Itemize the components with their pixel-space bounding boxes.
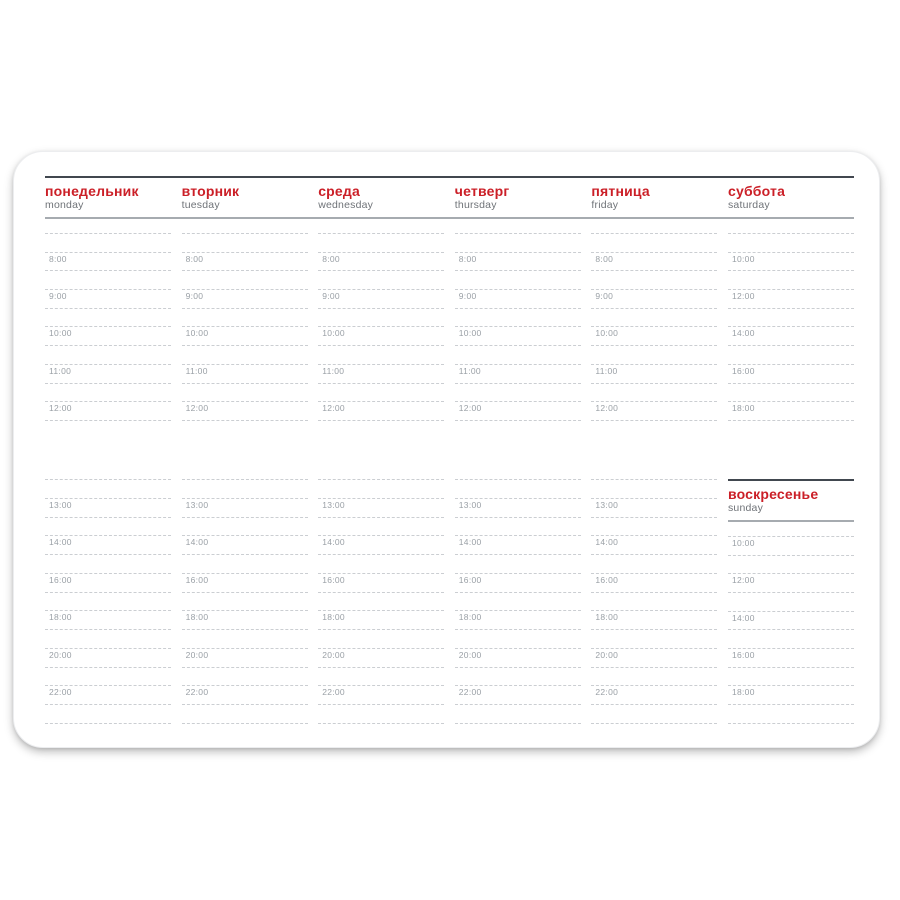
morning-column-thursday bbox=[455, 233, 581, 421]
time-label: 13:00 bbox=[458, 499, 482, 510]
time-slot-monday bbox=[45, 517, 171, 536]
time-slot-monday bbox=[45, 252, 171, 271]
time-slot-thursday bbox=[455, 648, 581, 667]
time-slot-wednesday bbox=[318, 345, 444, 364]
time-slot-friday bbox=[591, 498, 717, 517]
time-label: 16:00 bbox=[322, 574, 345, 585]
time-label: 8:00 bbox=[322, 253, 340, 264]
time-slot-tuesday bbox=[182, 289, 308, 308]
time-label: 11:00 bbox=[49, 365, 72, 376]
grid-line bbox=[455, 723, 581, 724]
time-slot-sunday bbox=[728, 592, 854, 611]
day-name-ru: вторник bbox=[181, 183, 240, 199]
time-slot-sunday bbox=[728, 648, 854, 667]
time-slot-monday bbox=[45, 326, 171, 345]
time-slot-tuesday bbox=[182, 345, 308, 364]
day-name-ru: понедельник bbox=[45, 183, 139, 199]
time-slot-sunday bbox=[728, 685, 854, 704]
day-header-monday bbox=[45, 178, 171, 217]
time-slot-sunday bbox=[728, 667, 854, 686]
morning-column-tuesday bbox=[182, 233, 308, 421]
time-label: 12:00 bbox=[185, 403, 209, 414]
time-label: 9:00 bbox=[458, 291, 477, 302]
time-slot-tuesday bbox=[182, 592, 308, 611]
grid-line bbox=[45, 723, 171, 724]
time-slot-wednesday bbox=[318, 252, 444, 271]
time-slot-thursday bbox=[455, 685, 581, 704]
time-slot-monday bbox=[45, 629, 171, 648]
time-slot-sunday bbox=[728, 555, 854, 574]
time-slot-saturday bbox=[728, 270, 854, 289]
evening-column-tuesday bbox=[182, 479, 308, 724]
time-slot-wednesday bbox=[318, 479, 444, 498]
time-label: 14:00 bbox=[49, 537, 72, 548]
time-label: 14:00 bbox=[458, 537, 482, 548]
time-label: 8:00 bbox=[49, 253, 67, 264]
time-slot-thursday bbox=[455, 573, 581, 592]
time-label: 20:00 bbox=[458, 649, 482, 660]
time-slot-saturday bbox=[728, 252, 854, 271]
time-label: 14:00 bbox=[322, 537, 345, 548]
time-slot-wednesday bbox=[318, 629, 444, 648]
time-slot-thursday bbox=[455, 592, 581, 611]
day-header-thursday bbox=[455, 178, 581, 217]
time-label: 16:00 bbox=[731, 365, 755, 376]
grid-line bbox=[182, 723, 308, 724]
day-header-saturday bbox=[728, 178, 854, 217]
grid-line bbox=[591, 420, 717, 421]
planner-page-card bbox=[13, 151, 880, 748]
time-label: 11:00 bbox=[322, 365, 345, 376]
time-slot-sunday bbox=[728, 704, 854, 723]
time-slot-monday bbox=[45, 685, 171, 704]
day-name-ru: суббота bbox=[727, 183, 786, 199]
time-label: 22:00 bbox=[322, 687, 345, 698]
time-slot-tuesday bbox=[182, 629, 308, 648]
time-label: 12:00 bbox=[731, 575, 755, 586]
time-label: 14:00 bbox=[185, 537, 209, 548]
time-label: 9:00 bbox=[49, 291, 67, 302]
grid-line bbox=[591, 723, 717, 724]
time-slot-friday bbox=[591, 573, 717, 592]
time-slot-tuesday bbox=[182, 610, 308, 629]
time-slot-thursday bbox=[455, 498, 581, 517]
time-slot-monday bbox=[45, 592, 171, 611]
grid-line bbox=[318, 420, 444, 421]
time-slot-tuesday bbox=[182, 535, 308, 554]
time-label: 9:00 bbox=[595, 291, 614, 302]
grid-line bbox=[728, 723, 854, 724]
time-label: 10:00 bbox=[458, 328, 482, 339]
evening-section bbox=[45, 479, 854, 724]
time-slot-friday bbox=[591, 479, 717, 498]
time-slot-wednesday bbox=[318, 270, 444, 289]
time-slot-wednesday bbox=[318, 308, 444, 327]
time-label: 16:00 bbox=[595, 574, 619, 585]
time-label: 11:00 bbox=[185, 365, 208, 376]
time-label: 8:00 bbox=[595, 253, 614, 264]
time-slot-monday bbox=[45, 401, 171, 420]
time-slot-sunday bbox=[728, 536, 854, 555]
time-slot-monday bbox=[45, 289, 171, 308]
time-slot-thursday bbox=[455, 289, 581, 308]
time-label: 16:00 bbox=[458, 574, 482, 585]
time-slot-thursday bbox=[455, 308, 581, 327]
time-slot-wednesday bbox=[318, 554, 444, 573]
morning-column-saturday bbox=[728, 233, 854, 421]
time-slot-monday bbox=[45, 498, 171, 517]
time-label: 18:00 bbox=[731, 403, 755, 414]
time-label: 9:00 bbox=[185, 291, 204, 302]
grid-line bbox=[182, 420, 308, 421]
time-slot-saturday bbox=[728, 383, 854, 402]
time-slot-wednesday bbox=[318, 704, 444, 723]
day-header-tuesday bbox=[182, 178, 308, 217]
time-slot-thursday bbox=[455, 401, 581, 420]
time-slot-wednesday bbox=[318, 498, 444, 517]
time-label: 20:00 bbox=[49, 649, 72, 660]
day-name-en: friday bbox=[591, 198, 619, 211]
time-slot-thursday bbox=[455, 629, 581, 648]
time-slot-thursday bbox=[455, 554, 581, 573]
day-name-ru: воскресенье bbox=[727, 486, 819, 502]
time-slot-monday bbox=[45, 308, 171, 327]
time-slot-saturday bbox=[728, 326, 854, 345]
time-slot-sunday bbox=[728, 611, 854, 630]
time-slot-thursday bbox=[455, 326, 581, 345]
time-slot-thursday bbox=[455, 535, 581, 554]
time-slot-friday bbox=[591, 648, 717, 667]
time-label: 22:00 bbox=[595, 687, 619, 698]
time-slot-friday bbox=[591, 610, 717, 629]
time-slot-wednesday bbox=[318, 401, 444, 420]
time-label: 18:00 bbox=[458, 612, 482, 623]
time-label: 10:00 bbox=[185, 328, 209, 339]
time-slot-friday bbox=[591, 270, 717, 289]
week-header bbox=[45, 176, 854, 219]
time-slot-wednesday bbox=[318, 610, 444, 629]
time-label: 14:00 bbox=[595, 537, 619, 548]
time-slot-tuesday bbox=[182, 517, 308, 536]
time-slot-tuesday bbox=[182, 479, 308, 498]
time-label: 8:00 bbox=[185, 253, 204, 264]
time-slot-wednesday bbox=[318, 289, 444, 308]
time-slot-monday bbox=[45, 535, 171, 554]
morning-section bbox=[45, 233, 854, 421]
time-label: 13:00 bbox=[49, 499, 72, 510]
time-slot-wednesday bbox=[318, 535, 444, 554]
time-label: 8:00 bbox=[458, 253, 477, 264]
time-label: 13:00 bbox=[595, 499, 619, 510]
time-slot-wednesday bbox=[318, 667, 444, 686]
time-slot-wednesday bbox=[318, 517, 444, 536]
day-name-ru: пятница bbox=[591, 183, 650, 199]
grid-line bbox=[728, 420, 854, 421]
time-label: 12:00 bbox=[731, 291, 755, 302]
time-slot-thursday bbox=[455, 233, 581, 252]
time-slot-tuesday bbox=[182, 383, 308, 402]
time-slot-friday bbox=[591, 704, 717, 723]
morning-column-friday bbox=[591, 233, 717, 421]
time-slot-monday bbox=[45, 364, 171, 383]
time-slot-wednesday bbox=[318, 383, 444, 402]
time-slot-friday bbox=[591, 326, 717, 345]
day-name-ru: четверг bbox=[454, 183, 510, 199]
time-label: 12:00 bbox=[49, 403, 72, 414]
time-label: 22:00 bbox=[458, 687, 482, 698]
time-slot-friday bbox=[591, 345, 717, 364]
time-slot-tuesday bbox=[182, 252, 308, 271]
day-name-en: sunday bbox=[727, 501, 764, 514]
time-slot-sunday bbox=[728, 573, 854, 592]
time-slot-wednesday bbox=[318, 648, 444, 667]
time-slot-thursday bbox=[455, 383, 581, 402]
grid-line bbox=[45, 420, 171, 421]
time-slot-friday bbox=[591, 685, 717, 704]
time-slot-tuesday bbox=[182, 685, 308, 704]
planner-content bbox=[45, 152, 854, 747]
time-slot-tuesday bbox=[182, 401, 308, 420]
time-slot-saturday bbox=[728, 364, 854, 383]
time-label: 10:00 bbox=[49, 328, 72, 339]
time-slot-monday bbox=[45, 667, 171, 686]
time-slot-friday bbox=[591, 535, 717, 554]
time-slot-thursday bbox=[455, 704, 581, 723]
time-slot-wednesday bbox=[318, 592, 444, 611]
time-slot-monday bbox=[45, 345, 171, 364]
time-slot-friday bbox=[591, 517, 717, 536]
day-name-en: thursday bbox=[454, 198, 497, 211]
sunday-header bbox=[728, 479, 854, 522]
time-label: 18:00 bbox=[731, 687, 755, 698]
time-label: 20:00 bbox=[595, 649, 619, 660]
evening-column-thursday bbox=[455, 479, 581, 724]
time-slot-friday bbox=[591, 364, 717, 383]
time-slot-friday bbox=[591, 667, 717, 686]
time-label: 16:00 bbox=[49, 574, 72, 585]
time-slot-thursday bbox=[455, 667, 581, 686]
day-name-en: tuesday bbox=[181, 198, 220, 211]
evening-column-sunday bbox=[728, 479, 854, 724]
day-name-en: saturday bbox=[727, 198, 770, 211]
time-slot-wednesday bbox=[318, 573, 444, 592]
time-slot-tuesday bbox=[182, 554, 308, 573]
time-label: 16:00 bbox=[731, 649, 755, 660]
time-slot-monday bbox=[45, 573, 171, 592]
time-label: 10:00 bbox=[322, 328, 345, 339]
time-label: 10:00 bbox=[731, 538, 755, 548]
time-slot-friday bbox=[591, 554, 717, 573]
time-slot-saturday bbox=[728, 233, 854, 252]
time-label: 14:00 bbox=[731, 612, 755, 623]
time-label: 22:00 bbox=[49, 687, 72, 698]
time-slot-friday bbox=[591, 233, 717, 252]
time-label: 20:00 bbox=[322, 649, 345, 660]
time-slot-tuesday bbox=[182, 270, 308, 289]
time-slot-monday bbox=[45, 270, 171, 289]
time-slot-wednesday bbox=[318, 364, 444, 383]
time-slot-tuesday bbox=[182, 667, 308, 686]
grid-line bbox=[455, 420, 581, 421]
time-slot-monday bbox=[45, 648, 171, 667]
time-slot-monday bbox=[45, 704, 171, 723]
morning-column-monday bbox=[45, 233, 171, 421]
time-label: 10:00 bbox=[595, 328, 619, 339]
time-slot-tuesday bbox=[182, 704, 308, 723]
time-label: 14:00 bbox=[731, 328, 755, 339]
time-slot-thursday bbox=[455, 252, 581, 271]
time-slot-friday bbox=[591, 383, 717, 402]
time-slot-monday bbox=[45, 610, 171, 629]
time-label: 10:00 bbox=[731, 253, 755, 264]
time-slot-friday bbox=[591, 401, 717, 420]
time-slot-thursday bbox=[455, 270, 581, 289]
time-label: 13:00 bbox=[322, 499, 345, 510]
time-slot-thursday bbox=[455, 517, 581, 536]
evening-column-wednesday bbox=[318, 479, 444, 724]
time-slot-thursday bbox=[455, 479, 581, 498]
time-slot-friday bbox=[591, 629, 717, 648]
time-slot-thursday bbox=[455, 345, 581, 364]
time-label: 16:00 bbox=[185, 574, 209, 585]
time-slot-wednesday bbox=[318, 685, 444, 704]
time-label: 9:00 bbox=[322, 291, 340, 302]
time-label: 11:00 bbox=[458, 365, 481, 376]
day-name-en: wednesday bbox=[318, 198, 374, 211]
time-slot-saturday bbox=[728, 308, 854, 327]
time-slot-wednesday bbox=[318, 326, 444, 345]
day-name-en: monday bbox=[45, 198, 84, 211]
time-slot-tuesday bbox=[182, 308, 308, 327]
time-slot-tuesday bbox=[182, 326, 308, 345]
grid-line bbox=[318, 723, 444, 724]
time-slot-saturday bbox=[728, 289, 854, 308]
time-label: 18:00 bbox=[185, 612, 209, 623]
time-slot-thursday bbox=[455, 364, 581, 383]
time-slot-friday bbox=[591, 592, 717, 611]
time-slot-friday bbox=[591, 289, 717, 308]
time-slot-tuesday bbox=[182, 364, 308, 383]
morning-column-wednesday bbox=[318, 233, 444, 421]
time-label: 18:00 bbox=[595, 612, 619, 623]
day-name-ru: среда bbox=[318, 183, 360, 199]
time-slot-tuesday bbox=[182, 648, 308, 667]
evening-column-friday bbox=[591, 479, 717, 724]
time-slot-saturday bbox=[728, 401, 854, 420]
time-slot-monday bbox=[45, 233, 171, 252]
time-slot-thursday bbox=[455, 610, 581, 629]
time-label: 11:00 bbox=[595, 365, 618, 376]
time-label: 18:00 bbox=[322, 612, 345, 623]
time-label: 22:00 bbox=[185, 687, 209, 698]
time-slot-monday bbox=[45, 383, 171, 402]
time-slot-friday bbox=[591, 308, 717, 327]
time-label: 12:00 bbox=[458, 403, 482, 414]
day-header-wednesday bbox=[318, 178, 444, 217]
time-label: 20:00 bbox=[185, 649, 209, 660]
evening-column-monday bbox=[45, 479, 171, 724]
day-header-friday bbox=[591, 178, 717, 217]
time-slot-saturday bbox=[728, 345, 854, 364]
time-slot-tuesday bbox=[182, 573, 308, 592]
time-slot-tuesday bbox=[182, 498, 308, 517]
time-slot-wednesday bbox=[318, 233, 444, 252]
time-label: 13:00 bbox=[185, 499, 209, 510]
time-label: 12:00 bbox=[595, 403, 619, 414]
time-label: 18:00 bbox=[49, 612, 72, 623]
time-slot-tuesday bbox=[182, 233, 308, 252]
time-label: 12:00 bbox=[322, 403, 345, 414]
time-slot-friday bbox=[591, 252, 717, 271]
time-slot-monday bbox=[45, 554, 171, 573]
time-slot-sunday bbox=[728, 629, 854, 648]
time-slot-monday bbox=[45, 479, 171, 498]
